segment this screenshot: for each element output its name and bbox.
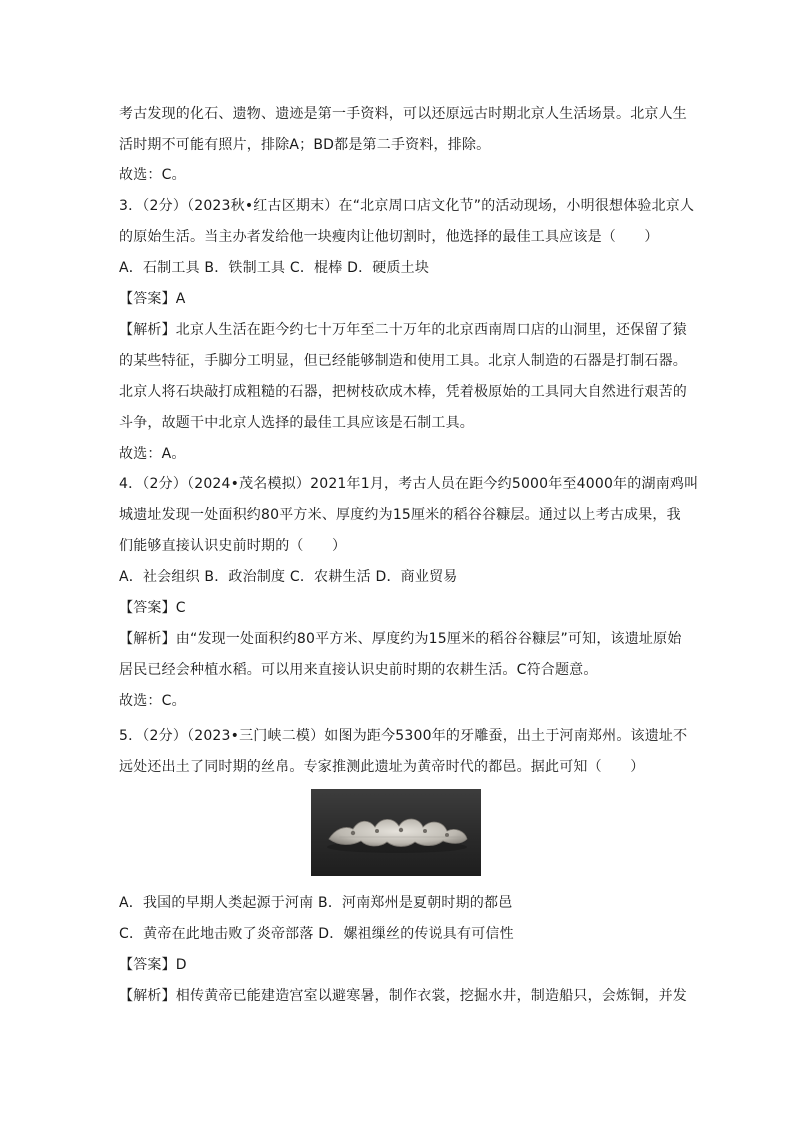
text-line: 活时期不可能有照片，排除A；BD都是第二手资料，排除。 (119, 137, 491, 153)
question-4-stem: 4．（2分）（2024•茂名模拟）2021年1月，考古人员在距今约5000年至4000年的湖南鸡叫 (119, 476, 699, 492)
question-5-analysis: 【解析】相传黄帝已能建造宫室以避寒暑，制作衣裳，挖掘水井，制造船只，会炼铜，并发 (119, 988, 687, 1004)
silkworm-icon (311, 789, 481, 876)
question-4-analysis: 居民已经会种植水稻。可以用来直接认识史前时期的农耕生活。C符合题意。 (119, 662, 598, 678)
question-4-options: A．社会组织 B．政治制度 C．农耕生活 D．商业贸易 (119, 569, 458, 585)
question-3-analysis: 北京人将石块敲打成粗糙的石器，把树枝砍成木棒，凭着极原始的工具同大自然进行艰苦的 (119, 384, 687, 400)
question-5-answer: 【答案】D (119, 957, 187, 973)
question-3-answer: 【答案】A (119, 291, 186, 307)
question-3-stem: 的原始生活。当主办者发给他一块瘦肉让他切割时，他选择的最佳工具应该是（ ） (119, 229, 659, 245)
question-4-choice: 故选：C。 (119, 693, 186, 709)
question-4-analysis: 【解析】由“发现一处面积约80平方米、厚度约为15厘米的稻谷谷糠层”可知，该遗址原始 (119, 631, 682, 647)
question-4-stem: 城遗址发现一处面积约80平方米、厚度约为15厘米的稻谷谷糠层。通过以上考古成果，我 (119, 507, 681, 523)
text-line: 考古发现的化石、遗物、遗迹是第一手资料，可以还原远古时期北京人生活场景。北京人生 (119, 106, 687, 122)
question-3-options: A．石制工具 B．铁制工具 C．棍棒 D．硬质土块 (119, 260, 430, 276)
question-5-stem: 远处还出土了同时期的丝帛。专家推测此遗址为黄帝时代的都邑。据此可知（ ） (119, 759, 645, 775)
text-line: 故选：C。 (119, 167, 186, 183)
question-3-analysis: 的某些特征，手脚分工明显，但已经能够制造和使用工具。北京人制造的石器是打制石器。 (119, 353, 687, 369)
question-5-options: C．黄帝在此地击败了炎帝部落 D．嫘祖缫丝的传说具有可信性 (119, 926, 514, 942)
question-4-answer: 【答案】C (119, 600, 186, 616)
question-4-stem: 们能够直接认识史前时期的（ ） (119, 538, 347, 554)
question-3-analysis: 【解析】北京人生活在距今约七十万年至二十万年的北京西南周口店的山洞里，还保留了猿 (119, 322, 687, 338)
question-5-stem: 5．（2分）（2023•三门峡二模）如图为距今5300年的牙雕蚕，出土于河南郑州。该遗址不 (119, 728, 688, 744)
ivory-silkworm-photo (311, 789, 481, 876)
question-3-analysis: 斗争，故题干中北京人选择的最佳工具应该是石制工具。 (119, 415, 474, 431)
question-5-options: A．我国的早期人类起源于河南 B．河南郑州是夏朝时期的都邑 (119, 895, 513, 911)
question-3-choice: 故选：A。 (119, 446, 186, 462)
question-3-stem: 3．（2分）（2023秋•红古区期末）在“北京周口店文化节”的活动现场，小明很想体验北京人 (119, 198, 695, 214)
